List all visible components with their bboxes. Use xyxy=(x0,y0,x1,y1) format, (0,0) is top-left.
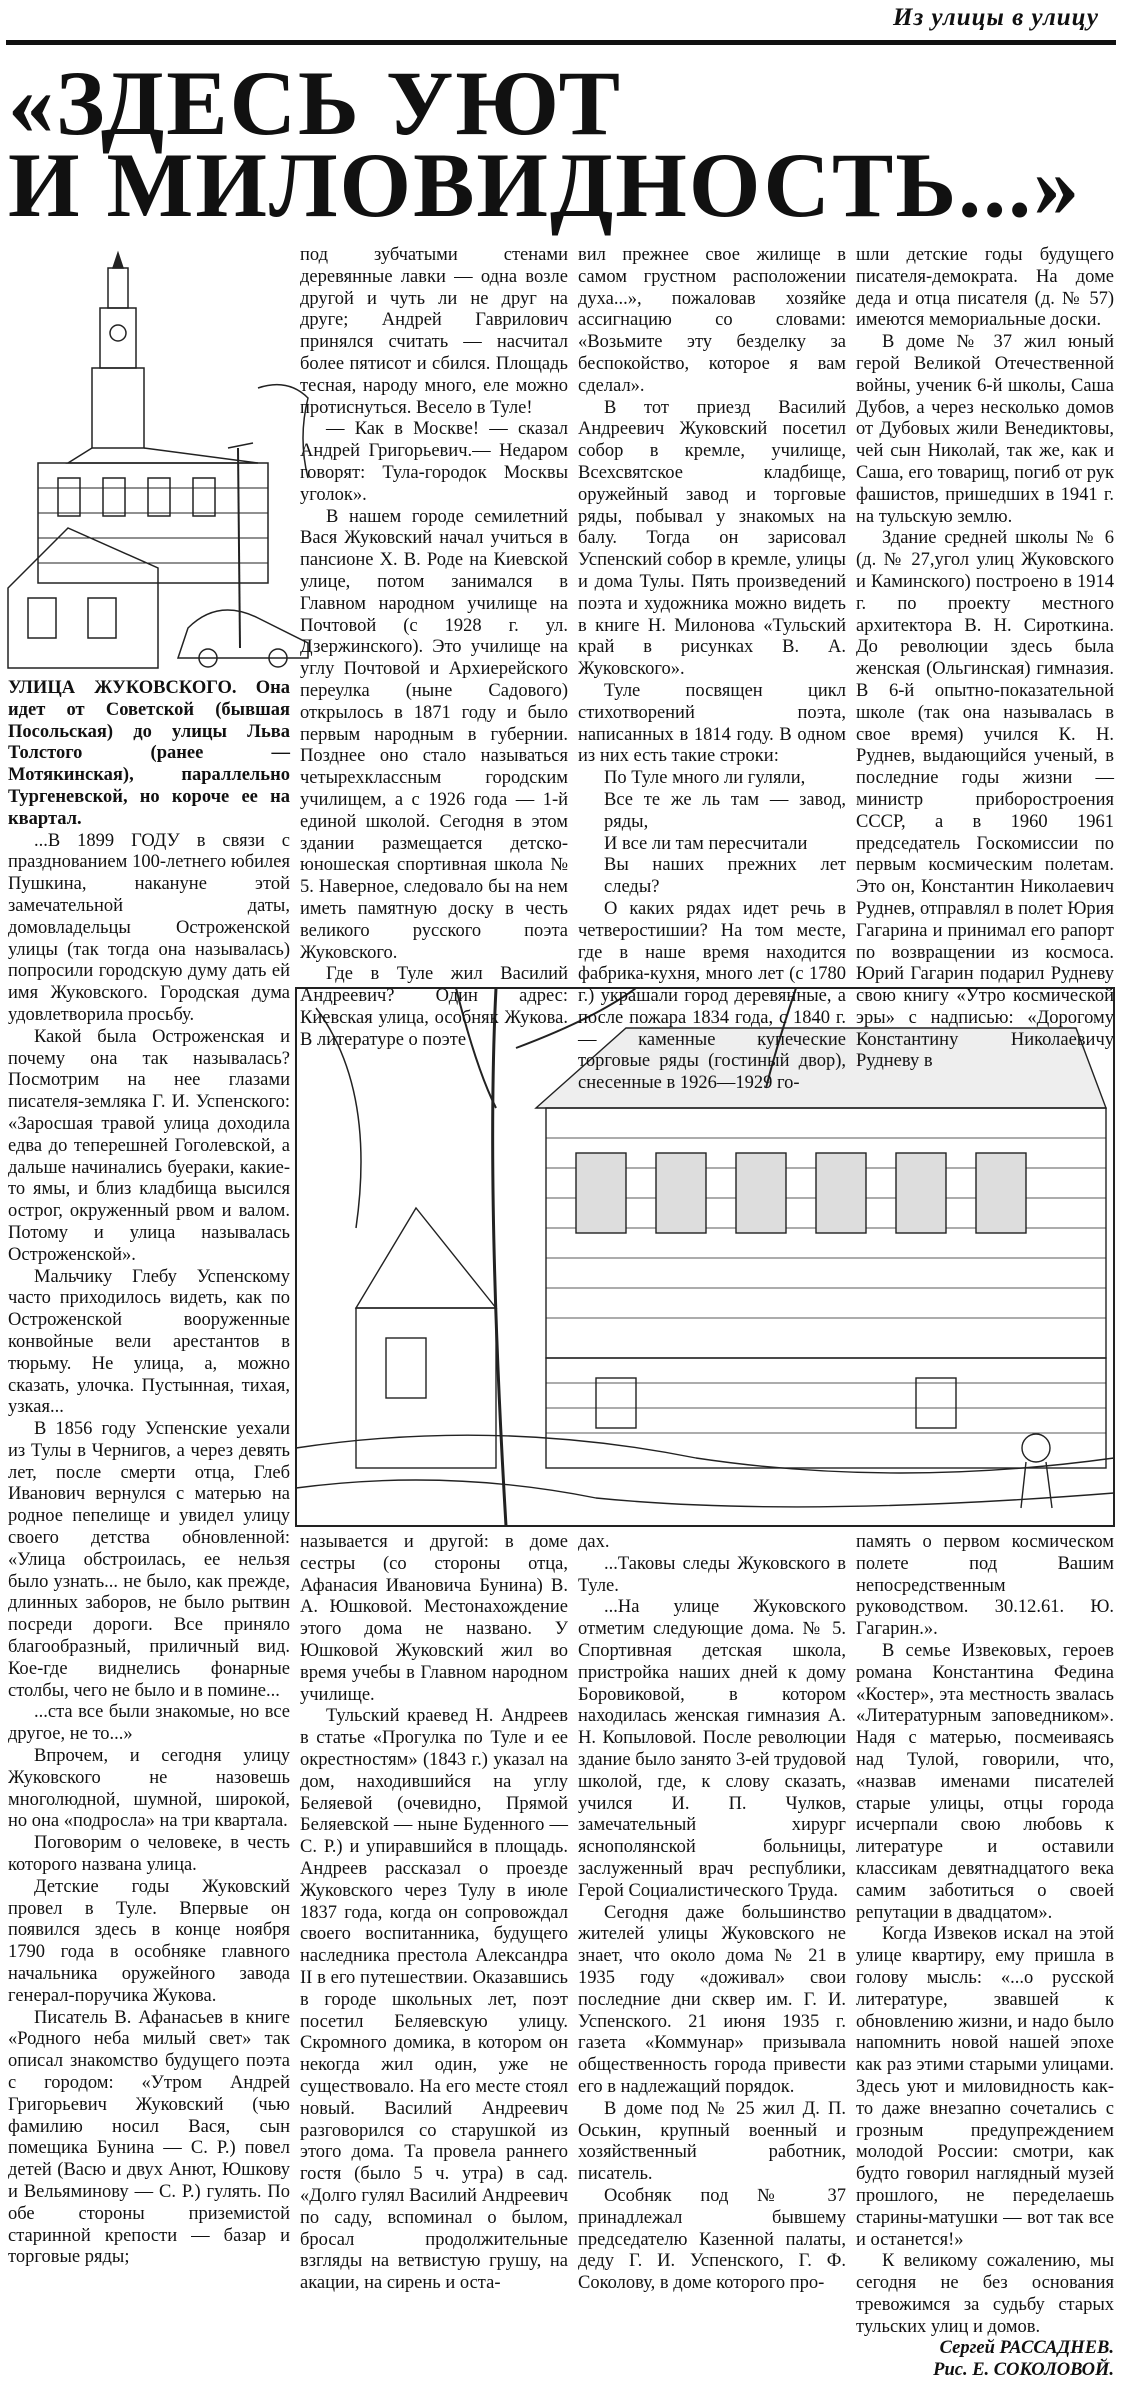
paragraph: Какой была Остроженская и почему она так называлась? Посмотрим на нее глазами писателя-земляка Г. И. Успенского: «Заросшая травой улица доходила едва до теперешней Гоголевской, а дальше начинались буераки, какие-то ямы, и близ кладбища высился острог, окруженный рвом и валом. Потому и улица называлась Остроженской». xyxy=(8,1026,290,1265)
street-caption: УЛИЦА ЖУКОВСКОГО. Она идет от Советской (бывшая Посольская) до улицы Льва Толстого (ранее — Мотякинская), параллельно Тургеневской, но короче ее на квартал. xyxy=(8,678,290,829)
paragraph: вил прежнее свое жилище в самом грустном расположении духа...», пожаловав хозяйке ассигнацию со словами: «Возьмите эту безделку за беспокойство, которое я вам сделал». xyxy=(578,245,846,396)
paragraph: Где в Туле жил Василий Андреевич? Один адрес: Киевская улица, особняк Жукова. В литературе о поэте xyxy=(300,964,568,1050)
column-4-bottom xyxy=(856,1532,1114,2381)
author-signature: Сергей РАССАДНЕВ. xyxy=(939,2338,1114,2359)
verse-line: По Туле много ли гуляли, xyxy=(604,768,806,789)
paragraph: Тульский краевед Н. Андреев в статье «Прогулка по Туле и ее окрестностям» (1843 г.) указал на дом, находившийся на углу Беляевой (очевидно, Прямой Беляевской — ныне Буденного — С. Р.) и упиравшийся в площадь. Андреев рассказал о проезде Жуковского через Тулу в июле 1837 года, когда он сопровождал своего воспитанника, будущего наследника престола Александра II в его путешествии. Оказавшись в городе школьных лет, поэт посетил Беляевскую улицу. Скромного домика, в котором он некогда жил один, уже не существовало. На его месте стоял новый. Василий Андреевич разговорился со старушкой из этого дома. Та провела раннего гостя (было 5 ч. утра) в сад. «Долго гулял Василий Андреевич по саду, вспоминал о былом, бросал продолжительные взгляды на ветвистую грушу, на акации, на сирень и оста- xyxy=(300,1706,568,2294)
paragraph: память о первом космическом полете под Вашим непосредственным руководством. 30.12.61. Ю. Гагарин.». xyxy=(856,1532,1114,1640)
church-sketch xyxy=(8,248,314,668)
section-rubric: Из улицы в улицу xyxy=(893,4,1099,31)
paragraph: под зубчатыми стенами деревянные лавки — одна возле другой и чуть ли не друг на друге; Андрей Гаврилович принялся считать — насчитал более пятисот и сбился. Площадь тесная, народу много, еле можно протиснуться. Весело в Туле! xyxy=(300,245,568,418)
paragraph: Поговорим о человеке, в честь которого названа улица. xyxy=(8,1833,290,1876)
paragraph: ...В 1899 ГОДУ в связи с празднованием 100-летнего юбилея Пушкина, накануне этой замечательной даты, домовладельцы Остроженской улицы (так тогда она называлась) попросили городскую думу дать ей имя Жуковского. Городская дума удовлетворила просьбу. xyxy=(8,830,290,1025)
header-rule xyxy=(6,40,1116,45)
column-3-bottom xyxy=(578,1532,846,2294)
paragraph: Особняк под № 37 принадлежал бывшему председателю Казенной палаты, деду Г. И. Успенского, Г. Ф. Соколову, в доме которого про- xyxy=(578,2185,846,2294)
verse-line: И все ли там пересчитали xyxy=(604,833,808,854)
paragraph: Туле посвящен цикл стихотворений поэта, написанных в 1814 году. В одном из них есть такие строки: xyxy=(578,680,846,767)
article-headline xyxy=(8,52,1108,236)
verse-line: Вы наших прежних лет следы? xyxy=(604,855,846,898)
paragraph: В доме № 37 жил юный герой Великой Отечественной войны, ученик 6-й школы, Саша Дубов, а через несколько домов от Дубовых жили Венедиктовы, чей сын Николай, так же, как и Саша, его товарищ, погиб от рук фашистов, пришедших в 1941 г. на тульскую землю. xyxy=(856,332,1114,527)
column-2-top xyxy=(300,245,568,1050)
paragraph: Впрочем, и сегодня улицу Жуковского не назовешь многолюдной, шумной, широкой, но она «подросла» на три квартала. xyxy=(8,1746,290,1832)
paragraph: К великому сожалению, мы сегодня не без основания тревожимся за судьбу старых тульских улиц и домов. xyxy=(856,2251,1114,2337)
paragraph: В тот приезд Василий Андреевич Жуковский посетил собор в кремле, училище, Всехсвятское кладбище, оружейный завод и торговые ряды, побывал у знакомых на балу. Тогда он зарисовал Успенский собор в кремле, улицы и дома Тулы. Пять произведений поэта и художника можно видеть в книге Н. Милонова «Тульский край в рисунках В. А. Жуковского». xyxy=(578,397,846,680)
paragraph: шли детские годы будущего писателя-демократа. На доме деда и отца писателя (д. № 57) имеются мемориальные доски. xyxy=(856,245,1114,331)
paragraph: В доме под № 25 жил Д. П. Оськин, крупный военный и хозяйственный работник, писатель. xyxy=(578,2098,846,2185)
paragraph: дах. xyxy=(578,1532,610,1552)
illustration-church-street xyxy=(8,248,314,668)
paragraph: В 1856 году Успенские уехали из Тулы в Чернигов, а через девять лет, после смерти отца, Глеб Иванович вернулся с матерью на родное пепелище и увидел улицу своего детства обновленной: «Улица обстроилась, ее нельзя было узнать... не было, как прежде, длинных заборов, не было рытвин посреди дороги. Все приняло благообразный, приличный вид. Кое-где виднелись фонарные столбы, чего не было и в помине... xyxy=(8,1419,290,1701)
column-1 xyxy=(8,678,290,2268)
paragraph: Здание средней школы № 6 (д. № 27,угол улиц Жуковского и Каминского) построено в 1914 г. по проекту местного архитектора В. Н. Сироткина. До революции здесь была женская (Ольгинская) гимназия. В 6-й опытно-показательной школе (так она называлась в свое время) учился К. Н. Руднев, выдающийся ученый, в последние годы жизни — министр приборостроения СССР, а в 1960 1961 председатель Госкомиссии по первым космическим полетам. Это он, Константин Николаевич Руднев, отправлял в полет Юрия Гагарина и принимал его рапорт по возвращении из космоса. Юрий Гагарин подарил Рудневу свою книгу «Утро космической эры» с надписью: «Дорогому Константину Николаевичу Рудневу в xyxy=(856,528,1114,1072)
headline-line-2: И МИЛОВИДНОСТЬ...» xyxy=(8,134,1082,236)
column-3-top xyxy=(578,245,846,1094)
paragraph: — Как в Москве! — сказал Андрей Григорьевич.— Недаром говорят: Тула-городок Москвы уголок». xyxy=(300,419,568,505)
paragraph: Мальчику Глебу Успенскому часто приходилось видеть, как по Остроженской вооруженные конвойные вели арестантов в тюрьму. Не улица, а, можно сказать, улочка. Пустынная, тихая, узкая... xyxy=(8,1266,290,1418)
paragraph: ...ста все были знакомые, но все другое, не то...» xyxy=(8,1702,290,1745)
column-2-bottom xyxy=(300,1532,568,2294)
paragraph: ...Таковы следы Жуковского в Туле. xyxy=(578,1553,846,1596)
column-4-top xyxy=(856,245,1114,1072)
illustrator-credit: Рис. Е. СОКОЛОВОЙ. xyxy=(933,2360,1114,2381)
headline-line-1: «ЗДЕСЬ УЮТ xyxy=(8,52,623,154)
paragraph: В нашем городе семилетний Вася Жуковский начал учиться в пансионе Х. В. Роде на Киевской улице, потом занимался в Главном народном училище на Почтовой (с 1928 г. ул. Дзержинского). Это училище на углу Почтовой и Архиерейского переулка (ныне Садового) открылось в 1871 году и было первым народным в губернии. Позднее оно стало называться четырехклассным городским училищем, а с 1926 года — 1-й единой школой. Сегодня в этом здании размещается детско-юношеская спортивная школа № 5. Наверное, следовало бы на нем иметь памятную доску в честь великого русского поэта Жуковского. xyxy=(300,506,568,963)
paragraph: О каких рядах идет речь в четверостишии? На том месте, где в наше время находится фабрика-кухня, много лет (с 1780 г.) украшали город деревянные, а после пожара 1834 года, с 1840 г.— каменные купеческие торговые ряды (гостиный двор), снесенные в 1926—1929 го- xyxy=(578,898,846,1094)
verse-line: Все те же ль там — завод, ряды, xyxy=(604,789,846,832)
paragraph: ...На улице Жуковского отметим следующие дома. № 5. Спортивная детская школа, пристройка наших дней к дому Боровиковой, в котором находилась женская гимназия А. Н. Копыловой. После революции здание было занято 3-ей трудовой школой, где, к слову сказать, учился И. П. Чулков, замечательный хирург яснополянской больницы, заслуженный врач республики, Герой Социалистического Труда. xyxy=(578,1597,846,1901)
paragraph: называется и другой: в доме сестры (со стороны отца, Афанасия Ивановича Бунина) В. А. Юшковой. Местонахождение этого дома не названо. У Юшковой Жуковский жил во время учебы в Главном народном училище. xyxy=(300,1532,568,1705)
paragraph: В семье Извековых, героев романа Константина Федина «Костер», эта местность звалась «Литературным заповедником». Надя с матерью, посмеиваясь над Тулой, говорили, что, «назвав именами писателей старые улицы, отцы города исчерпали свою любовь к литературе и оставили классикам девятнадцатого века самим заботиться о своей репутации в двадцатом». xyxy=(856,1640,1114,1923)
paragraph: Писатель В. Афанасьев в книге «Родного неба милый свет» так описал знакомство будущего поэта с городом: «Утром Андрей Григорьевич Жуковский (чью фамилию носил Вася, сын помещика Бунина — С. Р.) повел детей (Васю и двух Анют, Юшкову и Вельяминову — С. Р.) гулять. По обе стороны приземистой старинной крепости — базар и торговые ряды; xyxy=(8,2007,290,2268)
paragraph: Сегодня даже большинство жителей улицы Жуковского не знает, что около дома № 21 в 1935 году «доживал» свои последние дни сквер им. Г. И. Успенского. 21 июня 1935 г. газета «Коммунар» призывала общественность города привести его в надлежащий порядок. xyxy=(578,1902,846,2097)
paragraph: Когда Извеков искал на этой улице квартиру, ему пришла в голову мысль: «...о русской литературе, звавшей к обновлению жизни, и надо было напомнить новой нашей эпохе как раз этими старыми улицами. Здесь уют и миловидность как-то даже внезапно сочетались с грозным предупреждением молодой России: смотри, как будто говорил наглядный музей прошлого, не переделаешь старины-матушки — вот так все и останется!» xyxy=(856,1924,1114,2250)
paragraph: Детские годы Жуковский провел в Туле. Впервые он появился здесь в конце ноября 1790 года в особняке главного начальника оружейного завода генерал-поручика Жукова. xyxy=(8,1876,290,2006)
